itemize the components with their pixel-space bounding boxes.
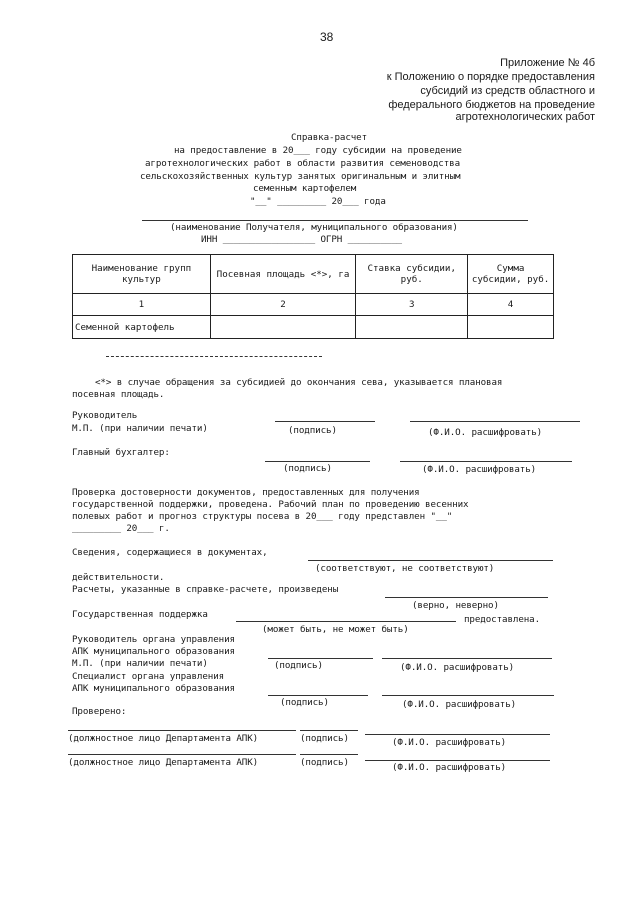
head-fio-caption: (Ф.И.О. расшифровать)	[428, 427, 543, 438]
title-date-line: "__" _________ 20___ года	[250, 196, 386, 207]
calculation-statement-label: Расчеты, указанные в справке-расчете, произведены	[72, 584, 339, 595]
apk-specialist-title: АПК муниципального образования	[72, 683, 235, 694]
appendix-line: Приложение № 4б	[500, 57, 595, 69]
support-label: Государственная поддержка	[72, 609, 208, 620]
title-line: на предоставление в 20___ году субсидии на проведение	[174, 145, 462, 156]
page-number: 38	[320, 30, 334, 44]
checked-fio-line-2[interactable]	[365, 760, 550, 761]
head-sign-caption: (подпись)	[288, 425, 337, 436]
head-fio-line[interactable]	[410, 421, 580, 422]
support-line[interactable]	[236, 621, 456, 622]
appendix-line: агротехнологических работ	[455, 111, 595, 123]
checked-official-caption: (должностное лицо Департамента АПК)	[68, 757, 259, 768]
title-line: семенным картофелем	[253, 183, 357, 194]
checked-official-caption: (должностное лицо Департамента АПК)	[68, 733, 259, 744]
table-number-cell: 4	[468, 294, 554, 316]
recipient-name-line	[142, 220, 528, 221]
checked-sign-caption: (подпись)	[300, 733, 349, 744]
apk-specialist-fio-caption: (Ф.И.О. расшифровать)	[402, 699, 517, 710]
table-cell-rate	[356, 316, 468, 339]
table-number-row	[73, 294, 554, 316]
table-header-row	[73, 255, 554, 294]
apk-specialist-fio-line[interactable]	[382, 695, 554, 696]
apk-head-title: АПК муниципального образования	[72, 646, 235, 657]
reality-text: действительности.	[72, 572, 165, 583]
subsidy-table	[72, 254, 554, 339]
accountant-title: Главный бухгалтер:	[72, 447, 170, 458]
apk-head-title: Руководитель органа управления	[72, 634, 235, 645]
checked-fio-caption: (Ф.И.О. расшифровать)	[392, 737, 507, 748]
apk-head-fio-line[interactable]	[382, 658, 552, 659]
head-title: Руководитель	[72, 410, 138, 421]
apk-head-signature-line[interactable]	[268, 658, 373, 659]
checked-signature-line-2[interactable]	[300, 754, 358, 755]
apk-specialist-title: Специалист органа управления	[72, 671, 225, 682]
table-row	[73, 316, 554, 339]
table-header-cell: Сумма субсидии, руб.	[468, 255, 554, 294]
accountant-fio-line[interactable]	[400, 461, 572, 462]
table-cell-area	[210, 316, 356, 339]
table-number-cell: 3	[356, 294, 468, 316]
inn-ogrn-line: ИНН _________________ ОГРН __________	[201, 234, 402, 245]
table-number-cell: 1	[73, 294, 211, 316]
apk-head-stamp: М.П. (при наличии печати)	[72, 658, 208, 669]
table-header-cell: Наименование групп культур	[73, 255, 211, 294]
accountant-signature-line[interactable]	[265, 461, 370, 462]
footnote-line: посевная площадь.	[72, 389, 165, 400]
recipient-caption: (наименование Получателя, муниципального образования)	[170, 222, 458, 233]
checked-fio-line-1[interactable]	[365, 734, 550, 735]
head-signature-line[interactable]	[275, 421, 375, 422]
verification-line: Проверка достоверности документов, предоставленных для получения	[72, 487, 420, 498]
appendix-line: федерального бюджетов на проведение	[388, 99, 595, 111]
title-line: сельскохозяйственных культур занятых оригинальным и элитным	[140, 171, 461, 182]
checked-official-line-1[interactable]	[68, 730, 296, 731]
apk-specialist-sign-caption: (подпись)	[280, 697, 329, 708]
apk-head-fio-caption: (Ф.И.О. расшифровать)	[400, 662, 515, 673]
apk-specialist-signature-line[interactable]	[268, 695, 368, 696]
table-cell-sum	[468, 316, 554, 339]
checked-fio-caption: (Ф.И.О. расшифровать)	[392, 762, 507, 773]
appendix-line: субсидий из средств областного и	[420, 85, 595, 97]
appendix-line: к Положению о порядке предоставления	[386, 71, 595, 83]
document-heading: Справка-расчет	[291, 132, 368, 143]
head-stamp: М.П. (при наличии печати)	[72, 423, 208, 434]
checked-label: Проверено:	[72, 706, 127, 717]
checked-signature-line-1[interactable]	[300, 730, 358, 731]
support-end-text: предоставлена.	[464, 614, 541, 625]
documents-statement-caption: (соответствуют, не соответствуют)	[315, 563, 495, 574]
title-line: агротехнологических работ в области развития семеноводства	[145, 158, 461, 169]
apk-head-sign-caption: (подпись)	[274, 660, 323, 671]
verification-line: полевых работ и прогноз структуры посева в 20___ году представлен "__"	[72, 511, 453, 522]
calculation-statement-caption: (верно, неверно)	[412, 600, 499, 611]
documents-statement-line[interactable]	[308, 560, 553, 561]
table-number-cell: 2	[210, 294, 356, 316]
accountant-sign-caption: (подпись)	[283, 463, 332, 474]
verification-line: _________ 20___ г.	[72, 523, 170, 534]
verification-line: государственной поддержки, проведена. Рабочий план по проведению весенних	[72, 499, 469, 510]
table-header-cell: Ставка субсидии, руб.	[356, 255, 468, 294]
calculation-statement-line[interactable]	[385, 597, 548, 598]
documents-statement-label: Сведения, содержащиеся в документах,	[72, 547, 268, 558]
table-header-cell: Посевная площадь <*>, га	[210, 255, 356, 294]
checked-official-line-2[interactable]	[68, 754, 296, 755]
footnote-line: <*> в случае обращения за субсидией до окончания сева, указывается плановая	[95, 377, 503, 388]
accountant-fio-caption: (Ф.И.О. расшифровать)	[422, 464, 537, 475]
support-caption: (может быть, не может быть)	[262, 624, 409, 635]
checked-sign-caption: (подпись)	[300, 757, 349, 768]
table-row-label: Семенной картофель	[73, 316, 211, 339]
footnote-separator	[106, 356, 322, 357]
